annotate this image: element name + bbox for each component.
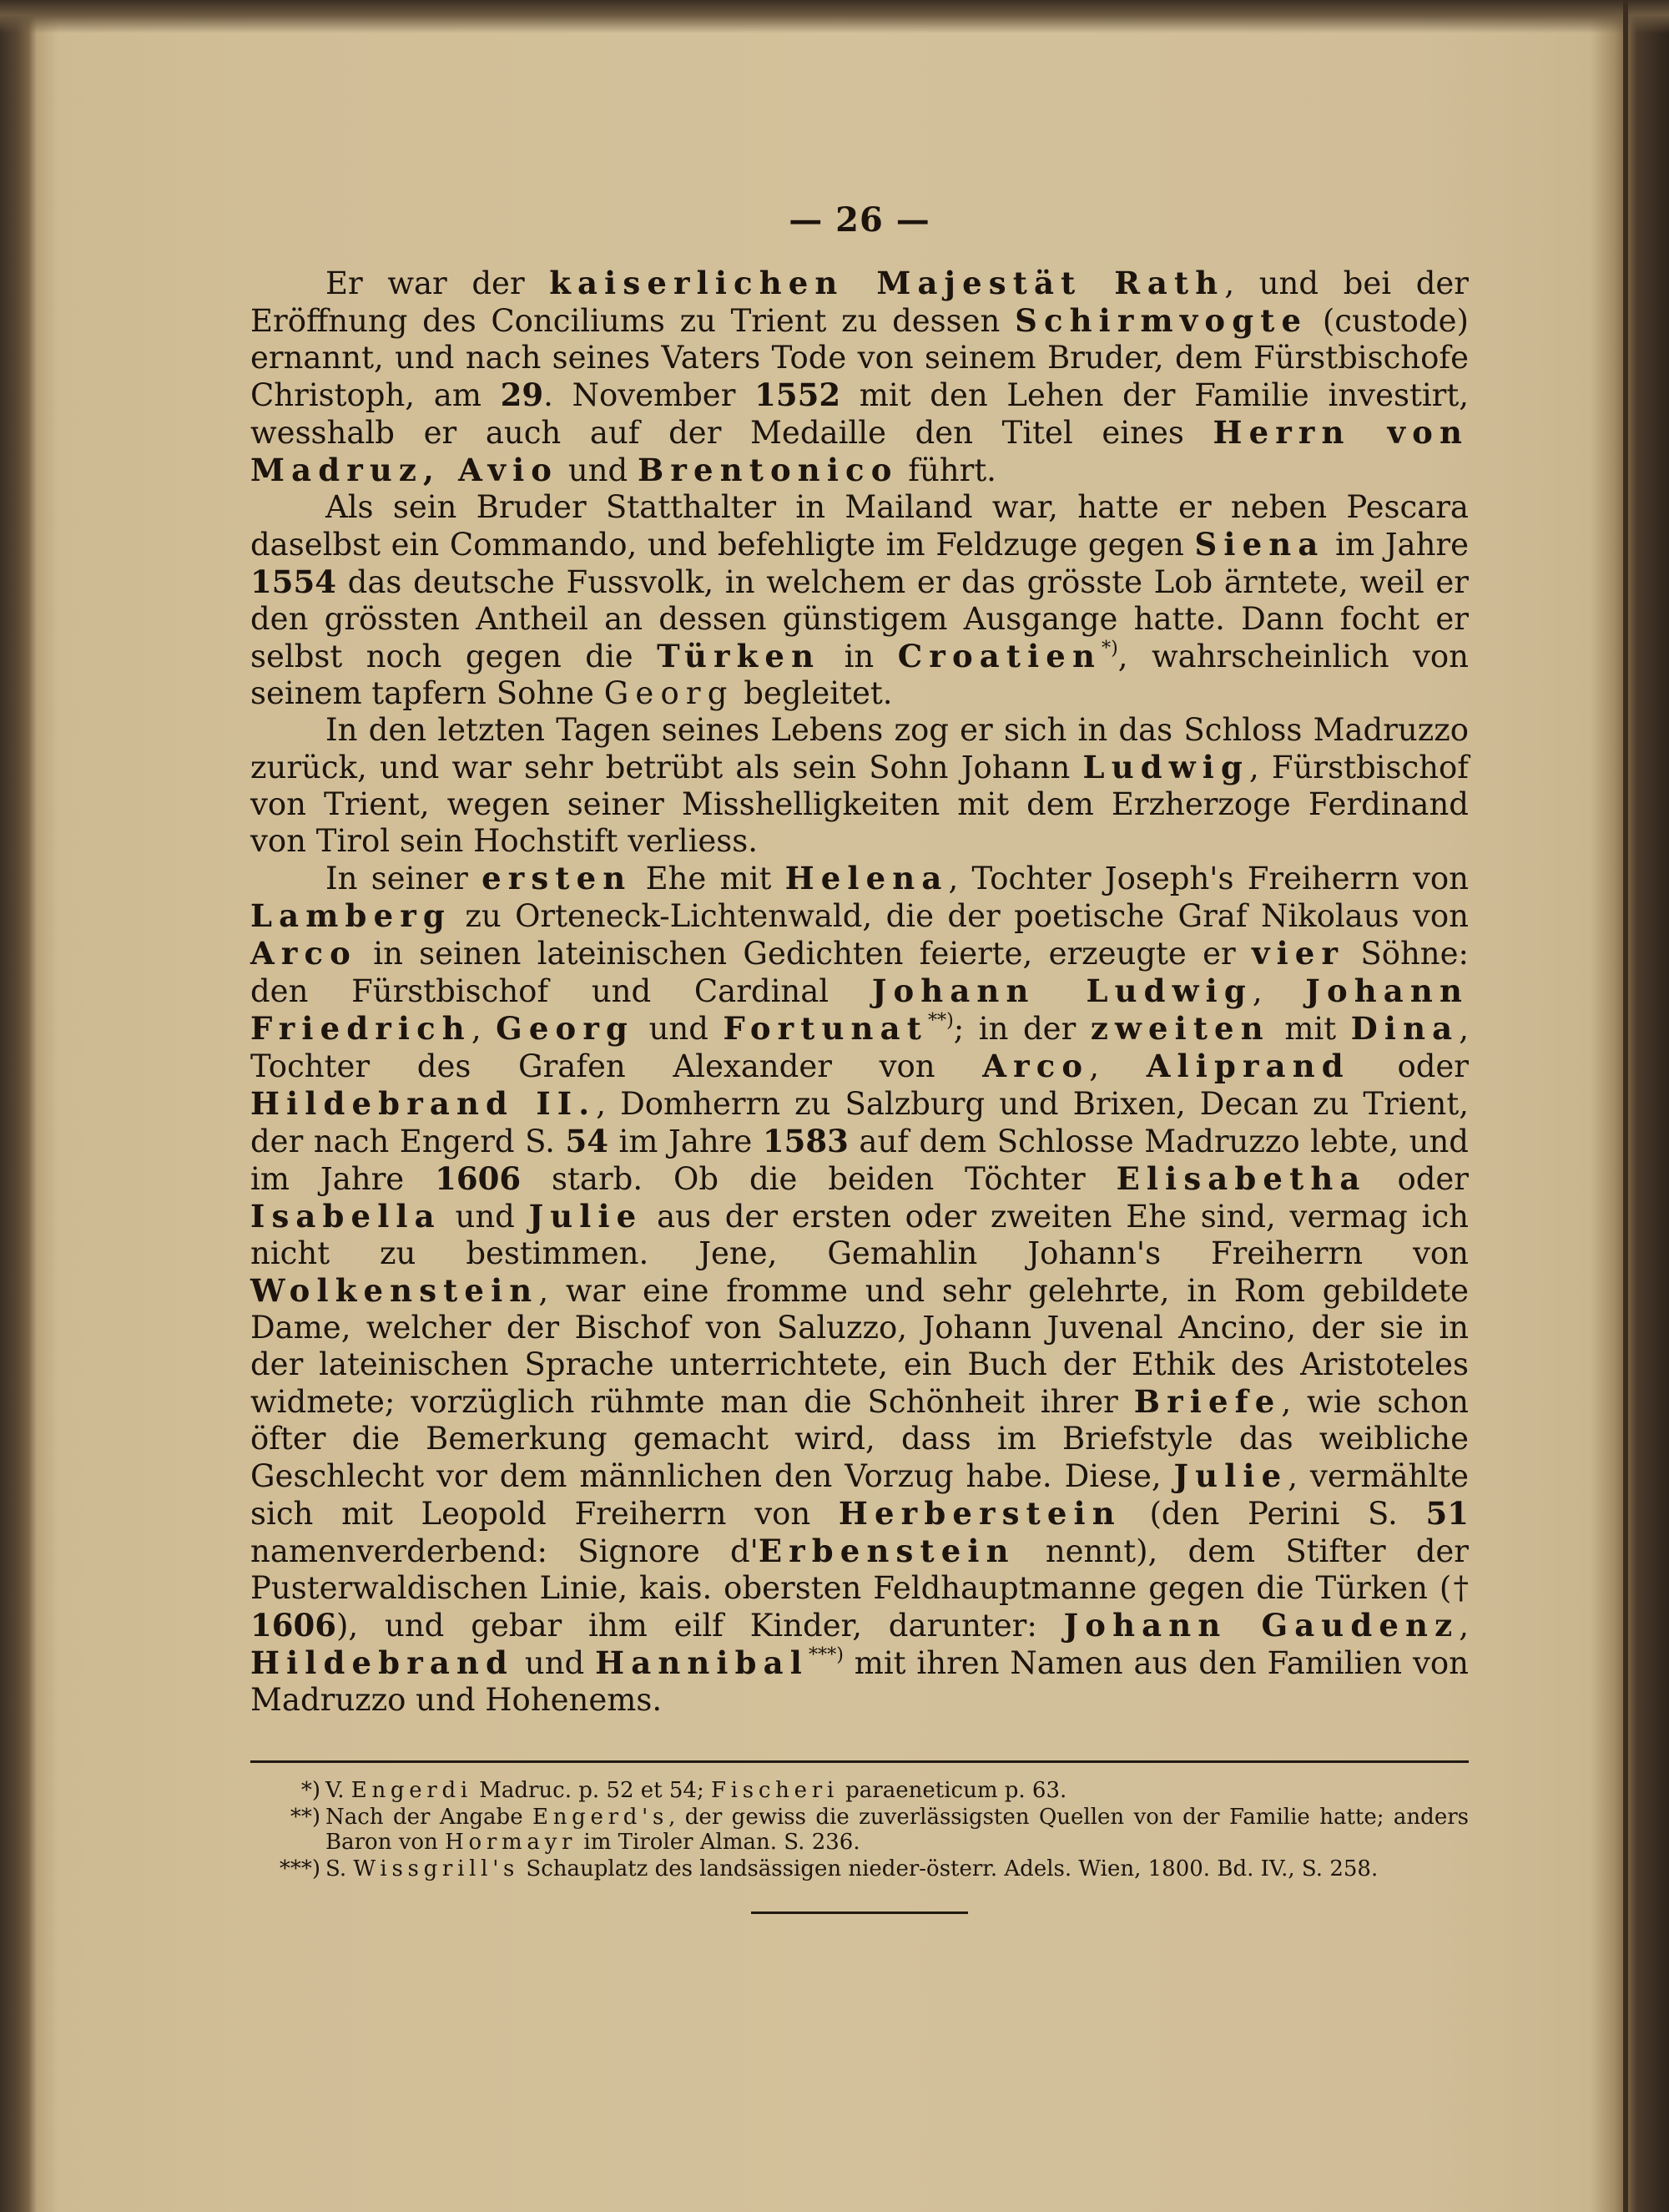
text-run: im Jahre <box>1324 527 1469 563</box>
text-run: und <box>441 1199 529 1235</box>
emphasized-text: 29 <box>500 376 544 413</box>
emphasized-text: Johann Friedrich <box>250 972 1469 1047</box>
text-run: ), und gebar ihm eilf Kinder, darunter: <box>335 1608 1064 1644</box>
text-run: , der gewiss die zuverlässigsten Quellen von der Familie hatte; anders Baron von <box>325 1805 1469 1855</box>
emphasized-text: 1606 <box>435 1160 522 1197</box>
emphasized-text: Erbenstein <box>758 1533 1016 1569</box>
emphasized-text: Georg <box>603 675 734 711</box>
footnote-marker: **) <box>290 1805 320 1830</box>
text-run: , wahrscheinlich von seinem tapfern Sohne <box>250 639 1470 711</box>
emphasized-text: Arco <box>250 935 357 972</box>
text-run: , Tochter Joseph's Freiherrn von <box>948 861 1469 896</box>
text-run: , <box>1252 973 1306 1009</box>
text-run: mit den Lehen der Familie investirt, wesshalb er auch auf der Medaille den Titel eines <box>250 377 1469 451</box>
footnote-reference: **) <box>927 1009 954 1032</box>
emphasized-text: Engerd's <box>532 1805 669 1830</box>
text-run: das deutsche Fussvolk, in welchem er das grösste Lob ärntete, weil er den grössten Antheil an dessen günstigem Ausgange hatte. Dann focht er selbst noch gegen die <box>250 564 1469 674</box>
text-run: (custode) ernannt, und nach seines Vaters Tode von seinem Bruder, dem Fürstbischofe Christoph, am <box>250 303 1469 413</box>
text-run: Er war der <box>325 265 550 301</box>
text-run: Als sein Bruder Statthalter in Mailand war, hatte er neben Pescara daselbst ein Commando, und befehligte im Feldzuge gegen <box>250 489 1469 563</box>
emphasized-text: Georg <box>496 1010 635 1047</box>
footnote-separator <box>250 1760 1469 1763</box>
emphasized-text: Wissgrill's <box>353 1856 520 1881</box>
emphasized-text: kaiserlichen Majestät Rath <box>549 265 1225 301</box>
emphasized-text: Fischeri <box>710 1778 839 1803</box>
emphasized-text: Julie <box>1173 1457 1288 1494</box>
emphasized-text: Briefe <box>1133 1383 1282 1420</box>
paragraph-3 <box>250 712 1469 860</box>
emphasized-text: Helena <box>784 860 949 896</box>
emphasized-text: Lamberg <box>250 897 451 934</box>
text-run: Ehe mit <box>632 861 785 896</box>
paragraph-2 <box>250 489 1469 712</box>
text-run: und <box>634 1011 724 1047</box>
emphasized-text: 1606 <box>250 1607 336 1644</box>
emphasized-text: Hormayr <box>445 1830 577 1855</box>
text-run: V. <box>325 1778 351 1803</box>
text-run: starb. Ob die beiden Töchter <box>521 1161 1117 1197</box>
text-run: mit ihren Namen aus den Familien von Madruzzo und Hohenems. <box>250 1645 1470 1718</box>
emphasized-text: Siena <box>1194 526 1325 563</box>
text-run: , war eine fromme und sehr gelehrte, in Rom gebildete Dame, welcher der Bischof von Saluzzo, Johann Juvenal Ancino, der sie in der lateinischen Sprache unterrichtete, ein Buch der Ethik des Aristoteles widmete; vorzüglich rühmte man die Schönheit ihrer <box>250 1273 1469 1420</box>
text-run: auf dem Schlosse Madruzzo lebte, und im Jahre <box>250 1124 1469 1197</box>
footnote-reference: *) <box>1102 637 1118 659</box>
text-run: begleitet. <box>734 675 893 711</box>
text-run: In den letzten Tagen seines Lebens zog er sich in das Schloss Madruzzo zurück, und war sehr betrübt als sein Sohn Johann <box>250 712 1469 785</box>
text-run: in seinen lateinischen Gedichten feierte, erzeugte er <box>356 936 1252 972</box>
emphasized-text: Fortunat <box>723 1010 928 1047</box>
text-run: (den Perini S. <box>1121 1496 1426 1532</box>
emphasized-text: Herrn von Madruz, Avio <box>250 414 1469 488</box>
text-run: im Tiroler Alman. S. 236. <box>577 1830 860 1855</box>
emphasized-text: Hannibal <box>595 1644 809 1681</box>
document-page <box>250 200 1469 1914</box>
text-run: Schauplatz des landsässigen nieder-österr. Adels. Wien, 1800. Bd. IV., S. 258. <box>519 1856 1379 1881</box>
text-run: In seiner <box>325 861 482 896</box>
emphasized-text: ersten <box>482 860 633 896</box>
footnote-reference: ***) <box>808 1644 844 1666</box>
page-top-edge <box>0 0 1669 33</box>
emphasized-text: 1552 <box>754 376 841 413</box>
text-run: , <box>1089 1048 1147 1084</box>
text-run: oder <box>1366 1161 1469 1197</box>
main-text <box>250 265 1469 1719</box>
text-run: , und bei der Eröffnung des Conciliums zu Trient zu dessen <box>250 265 1469 339</box>
text-run: führt. <box>898 452 996 488</box>
emphasized-text: Türken <box>657 638 821 674</box>
emphasized-text: Schirmvogte <box>1015 302 1308 339</box>
emphasized-text: Croatien <box>897 638 1102 674</box>
text-run: , <box>1459 1608 1469 1644</box>
emphasized-text: Julie <box>528 1198 643 1235</box>
text-run: mit <box>1269 1011 1351 1047</box>
text-run: . November <box>543 377 755 413</box>
text-run: Söhne: den Fürstbischof und Cardinal <box>250 936 1470 1009</box>
text-run: , Fürstbischof von Trient, wegen seiner Misshelligkeiten mit dem Erzherzoge Ferdinand von Tirol sein Hochstift verliess. <box>250 750 1469 859</box>
emphasized-text: 54 <box>565 1123 608 1159</box>
text-run: Nach der Angabe <box>325 1805 533 1830</box>
footnote-2 <box>250 1805 1469 1855</box>
paragraph-1 <box>250 265 1469 489</box>
emphasized-text: 51 <box>1425 1495 1470 1532</box>
text-run: , vermählte sich mit Leopold Freiherrn von <box>250 1458 1469 1532</box>
text-run: , <box>471 1011 497 1047</box>
book-gutter <box>1623 0 1628 2212</box>
emphasized-text: Dina <box>1350 1010 1460 1047</box>
emphasized-text: Ludwig <box>1082 749 1249 785</box>
text-run: im Jahre <box>608 1124 763 1159</box>
text-run: Madruc. p. 52 et 54; <box>471 1778 711 1803</box>
footnote-marker: ***) <box>279 1856 320 1881</box>
text-run: , wie schon öfter die Bemerkung gemacht wird, dass im Briefstyle das weibliche Geschlecht vor dem männlichen den Vorzug habe. Diese, <box>250 1384 1469 1494</box>
footnotes <box>250 1778 1469 1881</box>
emphasized-text: Wolkenstein <box>250 1272 539 1309</box>
emphasized-text: Aliprand <box>1146 1048 1350 1084</box>
emphasized-text: 1583 <box>762 1123 849 1159</box>
emphasized-text: Arco <box>982 1048 1090 1084</box>
footnote-marker: *) <box>300 1778 320 1803</box>
text-run: und <box>514 1645 596 1681</box>
emphasized-text: 1554 <box>250 563 336 600</box>
text-run: in <box>820 639 898 674</box>
text-run: paraeneticum p. 63. <box>838 1778 1067 1803</box>
emphasized-text: Hildebrand <box>250 1644 514 1681</box>
text-run: und <box>558 452 638 488</box>
text-run: namenverderbend: Signore d' <box>250 1533 759 1569</box>
footnote-3 <box>250 1856 1469 1881</box>
footnote-1 <box>250 1778 1469 1803</box>
emphasized-text: Hildebrand II. <box>250 1085 597 1122</box>
text-run: nennt), dem Stifter der Pusterwaldischen Linie, kais. obersten Feldhauptmanne gegen die Türken († <box>250 1533 1469 1606</box>
emphasized-text: Johann Ludwig <box>871 972 1253 1009</box>
emphasized-text: Engerdi <box>350 1778 472 1803</box>
page-number: — 26 — <box>789 200 930 240</box>
text-run: oder <box>1349 1048 1469 1084</box>
emphasized-text: Elisabetha <box>1116 1160 1367 1197</box>
text-run: aus der ersten oder zweiten Ehe sind, vermag ich nicht zu bestimmen. Jene, Gemahlin Johann's Freiherrn von <box>250 1199 1469 1271</box>
emphasized-text: zweiten <box>1090 1010 1270 1047</box>
paragraph-4 <box>250 860 1469 1719</box>
emphasized-text: Brentonico <box>637 452 899 488</box>
text-run: , Tochter des Grafen Alexander von <box>250 1011 1470 1084</box>
emphasized-text: Herberstein <box>838 1495 1122 1532</box>
emphasized-text: vier <box>1251 935 1345 972</box>
text-run: , Domherrn zu Salzburg und Brixen, Decan zu Trient, der nach Engerd S. <box>250 1086 1469 1159</box>
end-rule <box>751 1912 968 1914</box>
text-run: zu Orteneck-Lichtenwald, die der poetische Graf Nikolaus von <box>451 898 1469 934</box>
text-run: ; in der <box>953 1011 1091 1047</box>
emphasized-text: Isabella <box>250 1198 441 1235</box>
emphasized-text: Johann Gaudenz <box>1063 1607 1460 1644</box>
text-run: S. <box>325 1856 354 1881</box>
